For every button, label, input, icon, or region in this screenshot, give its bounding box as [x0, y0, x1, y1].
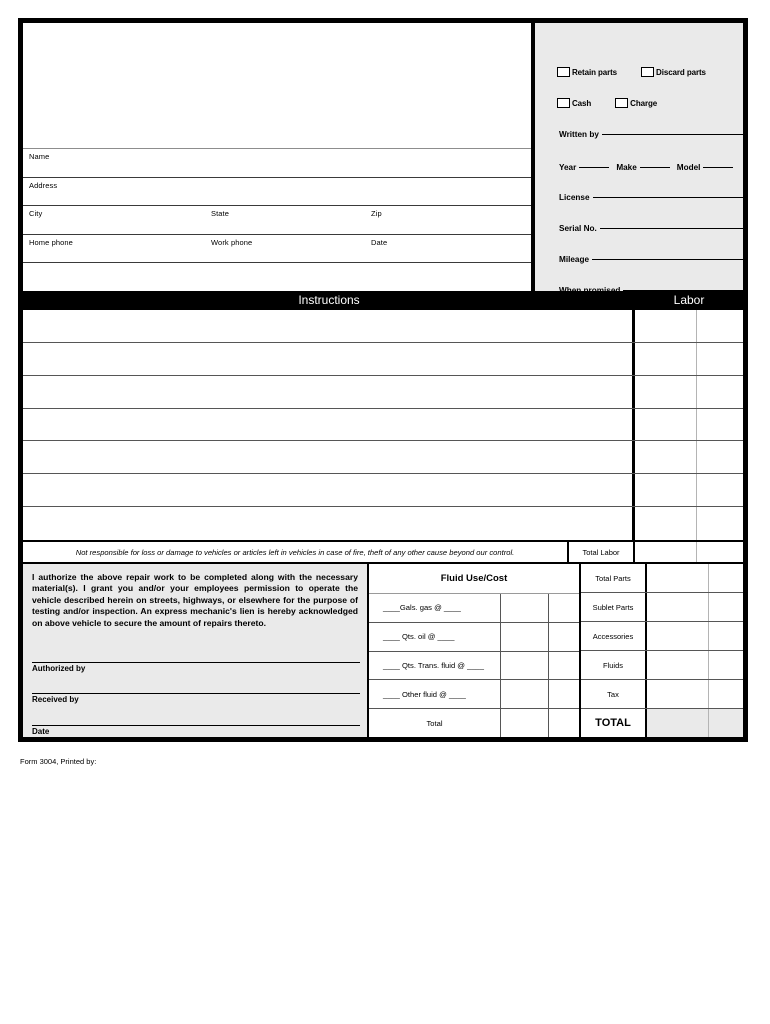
total-parts-label: Total Parts — [581, 564, 647, 592]
customer-row-phones-date[interactable] — [23, 235, 531, 264]
fluid-gas-cents-cell[interactable] — [549, 594, 579, 622]
checkbox-cash[interactable] — [557, 96, 591, 110]
fluid-total-amount-cell[interactable] — [501, 709, 549, 737]
field-written-by[interactable] — [559, 130, 745, 139]
fluid-trans-cents-cell[interactable] — [549, 652, 579, 680]
instructions-cell[interactable] — [23, 441, 635, 473]
total-labor-cents-cell[interactable] — [697, 542, 743, 562]
grand-total-amount-cell[interactable] — [647, 709, 709, 737]
signature-date-label: Date — [32, 727, 50, 736]
section-header-band — [23, 291, 743, 310]
retain-parts-label: Retain parts — [572, 67, 618, 77]
serial-no-label: Serial No. — [559, 224, 597, 233]
checkbox-icon[interactable] — [615, 98, 628, 108]
disclaimer-row — [23, 540, 743, 564]
liability-disclaimer: Not responsible for loss or damage to vehicles or articles left in vehicles in case of fire, theft of any other cause beyond our control. — [23, 542, 569, 562]
line-item-row[interactable] — [23, 441, 743, 474]
total-parts-cents-cell[interactable] — [709, 564, 743, 592]
tax-amount-cell[interactable] — [647, 680, 709, 708]
instructions-cell[interactable] — [23, 507, 635, 540]
received-by-label: Received by — [32, 695, 79, 704]
fluids-label: Fluids — [581, 651, 647, 679]
checkbox-row-payment — [557, 96, 743, 110]
totals-row-tax[interactable] — [581, 680, 743, 709]
year-rule[interactable] — [579, 167, 609, 168]
labor-cents-cell[interactable] — [697, 310, 743, 342]
fluid-row-oil[interactable] — [369, 623, 579, 652]
sublet-parts-amount-cell[interactable] — [647, 593, 709, 621]
top-section — [23, 23, 743, 291]
totals-row-sublet-parts[interactable] — [581, 593, 743, 622]
totals-row-fluids[interactable] — [581, 651, 743, 680]
cash-label: Cash — [572, 98, 592, 108]
instructions-cell[interactable] — [23, 474, 635, 506]
labor-cents-cell[interactable] — [697, 343, 743, 375]
customer-row-address[interactable] — [23, 178, 531, 207]
fluid-other-label: ____ Other fluid @ ____ — [369, 680, 501, 708]
checkbox-discard-parts[interactable] — [641, 65, 706, 79]
make-label: Make — [616, 163, 637, 172]
state-label: State — [211, 209, 230, 219]
grand-total-label: TOTAL — [581, 709, 647, 737]
labor-cents-cell[interactable] — [697, 441, 743, 473]
address-label: Address — [29, 180, 58, 190]
customer-row-city-state-zip[interactable] — [23, 206, 531, 235]
line-item-row[interactable] — [23, 343, 743, 376]
written-by-label: Written by — [559, 130, 599, 139]
totals-block — [581, 564, 743, 737]
line-item-row[interactable] — [23, 310, 743, 343]
total-parts-amount-cell[interactable] — [647, 564, 709, 592]
customer-row-blank[interactable] — [23, 263, 531, 291]
labor-amount-cell[interactable] — [635, 507, 697, 540]
labor-amount-cell[interactable] — [635, 409, 697, 441]
fluid-other-amount-cell[interactable] — [501, 680, 549, 708]
field-license[interactable] — [559, 193, 745, 202]
field-mileage[interactable] — [559, 255, 745, 264]
license-rule[interactable] — [593, 197, 745, 198]
mileage-label: Mileage — [559, 255, 590, 264]
signature-date-rule — [32, 725, 360, 726]
labor-amount-cell[interactable] — [635, 441, 697, 473]
fluid-total-cents-cell[interactable] — [549, 709, 579, 737]
authorized-by-rule — [32, 662, 360, 663]
total-labor-amount-cell[interactable] — [635, 542, 697, 562]
city-label: City — [29, 209, 43, 219]
checkbox-charge[interactable] — [615, 96, 657, 110]
labor-header: Labor — [673, 293, 705, 307]
checkbox-retain-parts[interactable] — [557, 65, 617, 79]
fluid-row-gas[interactable] — [369, 594, 579, 623]
model-label: Model — [676, 163, 701, 172]
fluid-trans-amount-cell[interactable] — [501, 652, 549, 680]
received-by-rule — [32, 693, 360, 694]
serial-no-rule[interactable] — [600, 228, 744, 229]
year-label: Year — [559, 163, 577, 172]
checkbox-icon[interactable] — [557, 67, 570, 77]
line-item-row[interactable] — [23, 474, 743, 507]
instructions-cell[interactable] — [23, 376, 635, 408]
instructions-cell[interactable] — [23, 343, 635, 375]
home-phone-label: Home phone — [29, 237, 73, 247]
zip-label: Zip — [371, 209, 382, 219]
accessories-cents-cell[interactable] — [709, 622, 743, 650]
totals-row-grand-total[interactable] — [581, 709, 743, 737]
labor-cents-cell[interactable] — [697, 409, 743, 441]
fluid-gas-amount-cell[interactable] — [501, 594, 549, 622]
form-footer-note: Form 3004, Printed by: — [20, 757, 97, 766]
line-item-row[interactable] — [23, 376, 743, 409]
fluid-gas-label: ____Gals. gas @ ____ — [369, 594, 501, 622]
field-serial-no[interactable] — [559, 224, 745, 233]
labor-amount-cell[interactable] — [635, 376, 697, 408]
customer-row-name[interactable] — [23, 149, 531, 178]
fluid-use-cost-heading: Fluid Use/Cost — [369, 564, 579, 594]
authorization-block — [23, 564, 369, 737]
date-label: Date — [371, 237, 388, 247]
work-phone-label: Work phone — [211, 237, 253, 247]
line-item-row[interactable] — [23, 507, 743, 540]
shop-letterhead-area — [23, 23, 531, 149]
license-label: License — [559, 193, 590, 202]
model-rule[interactable] — [703, 167, 733, 168]
fluids-cents-cell[interactable] — [709, 651, 743, 679]
authorized-by-label: Authorized by — [32, 664, 86, 673]
labor-cents-cell[interactable] — [697, 507, 743, 540]
authorization-paragraph: I authorize the above repair work to be completed along with the necessary material(s). I grant you and/or your employees permission to operate the vehicle described herein on streets, highways, or elsewhere for the purpose of testing and/or inspection. An express mechanic's lien is hereby acknowledged on above vehicle to secure the amount of repairs thereto. — [32, 572, 358, 628]
fluid-total-label: Total — [369, 709, 501, 737]
fluid-row-other[interactable] — [369, 680, 579, 709]
mileage-rule[interactable] — [592, 259, 744, 260]
labor-cents-cell[interactable] — [697, 474, 743, 506]
labor-amount-cell[interactable] — [635, 343, 697, 375]
accessories-amount-cell[interactable] — [647, 622, 709, 650]
charge-label: Charge — [630, 98, 658, 108]
fluid-oil-amount-cell[interactable] — [501, 623, 549, 651]
fluid-trans-label: ____ Qts. Trans. fluid @ ____ — [369, 652, 501, 680]
fluids-amount-cell[interactable] — [647, 651, 709, 679]
line-item-row[interactable] — [23, 409, 743, 442]
fluid-use-cost-block — [369, 564, 581, 737]
fluid-other-cents-cell[interactable] — [549, 680, 579, 708]
accessories-label: Accessories — [581, 622, 647, 650]
written-by-rule[interactable] — [602, 134, 744, 135]
tax-label: Tax — [581, 680, 647, 708]
fluid-row-trans[interactable] — [369, 652, 579, 681]
customer-info-column — [23, 23, 534, 291]
order-options-panel — [534, 23, 743, 291]
sublet-parts-label: Sublet Parts — [581, 593, 647, 621]
total-labor-label: Total Labor — [569, 542, 635, 562]
labor-cents-cell[interactable] — [697, 376, 743, 408]
make-rule[interactable] — [640, 167, 670, 168]
fluid-oil-cents-cell[interactable] — [549, 623, 579, 651]
fluid-row-total[interactable] — [369, 709, 579, 737]
totals-row-accessories[interactable] — [581, 622, 743, 651]
tax-cents-cell[interactable] — [709, 680, 743, 708]
checkbox-icon[interactable] — [557, 98, 570, 108]
checkbox-row-parts — [557, 65, 743, 79]
instructions-cell[interactable] — [23, 409, 635, 441]
repair-order-form — [18, 18, 748, 742]
bottom-section — [23, 564, 743, 737]
labor-amount-cell[interactable] — [635, 474, 697, 506]
line-items-grid — [23, 310, 743, 540]
checkbox-icon[interactable] — [641, 67, 654, 77]
grand-total-cents-cell[interactable] — [709, 709, 743, 737]
totals-row-total-parts[interactable] — [581, 564, 743, 593]
labor-amount-cell[interactable] — [635, 310, 697, 342]
fluid-oil-label: ____ Qts. oil @ ____ — [369, 623, 501, 651]
field-year-make-model[interactable] — [559, 163, 745, 172]
instructions-header: Instructions — [298, 293, 360, 307]
sublet-parts-cents-cell[interactable] — [709, 593, 743, 621]
name-label: Name — [29, 152, 50, 161]
instructions-cell[interactable] — [23, 310, 635, 342]
discard-parts-label: Discard parts — [656, 67, 706, 77]
